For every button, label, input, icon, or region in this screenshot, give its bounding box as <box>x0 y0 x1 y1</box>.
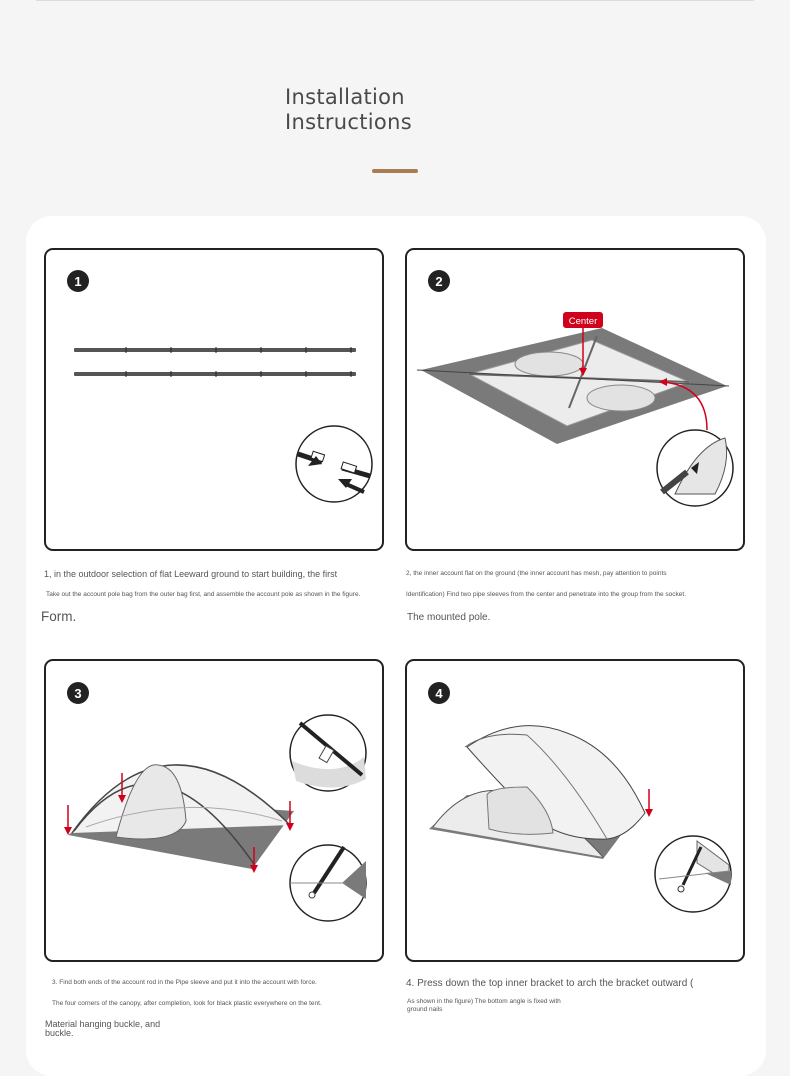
step-2-caption-3: The mounted pole. <box>407 612 491 623</box>
step-1-caption-1: 1, in the outdoor selection of flat Leeward ground to start building, the first <box>44 569 338 579</box>
step-2-caption-2: Identification) Find two pipe sleeves from the center and penetrate into the group from the socket. <box>406 591 687 598</box>
step-3-caption-2: The four corners of the canopy, after completion, look for black plastic everywhere on the tent. <box>52 1000 322 1007</box>
step-1-caption-3: Form. <box>41 609 77 624</box>
page-title <box>285 85 412 135</box>
arched-bracket-illustration <box>407 661 743 960</box>
pole-joint-detail <box>296 426 372 502</box>
pole-2 <box>74 371 356 377</box>
step-3-caption-4: buckle. <box>45 1028 74 1038</box>
center-label: Center <box>568 316 598 327</box>
step-4-caption-1: 4. Press down the top inner bracket to arch the bracket outward ( <box>406 978 694 989</box>
inner-tent-layout-illustration <box>407 250 743 549</box>
tent-with-fly <box>429 726 645 859</box>
step-4-number: 4 <box>435 686 443 701</box>
title-line-2: Instructions <box>285 110 412 134</box>
pole-1 <box>74 347 356 353</box>
corner-buckle-detail <box>290 845 366 921</box>
pole-frame-illustration <box>46 661 382 960</box>
top-divider <box>36 0 754 1</box>
step-4-caption-3: ground nails <box>407 1006 443 1013</box>
step-2-caption-1: 2, the inner account flat on the ground (the inner account has mesh, pay attention to points <box>406 570 667 577</box>
step-4-panel <box>405 659 745 962</box>
step-3-panel <box>44 659 384 962</box>
step-2-panel <box>405 248 745 551</box>
step-3-caption-1: 3. Find both ends of the account rod in the Pipe sleeve and put it into the account with force. <box>52 979 317 986</box>
step-1-panel <box>44 248 384 551</box>
step-4-caption-2: As shown in the figure) The bottom angle is fixed with <box>407 998 561 1005</box>
socket-detail <box>657 430 733 506</box>
step-3-number: 3 <box>74 686 82 701</box>
pole-sleeve-detail <box>290 715 366 791</box>
step-1-number: 1 <box>74 274 82 289</box>
title-line-1: Installation <box>285 85 405 109</box>
step-1-caption-2: Take out the account pole bag from the outer bag first, and assemble the account pole as shown in the figure. <box>46 591 361 598</box>
ground-nail-detail <box>655 836 731 912</box>
dome-tent <box>68 765 294 869</box>
step-3-caption-3: Material hanging buckle, and <box>45 1019 161 1029</box>
pole-assembly-illustration <box>46 250 382 549</box>
title-accent-bar <box>372 169 418 173</box>
step-2-number: 2 <box>435 274 443 289</box>
